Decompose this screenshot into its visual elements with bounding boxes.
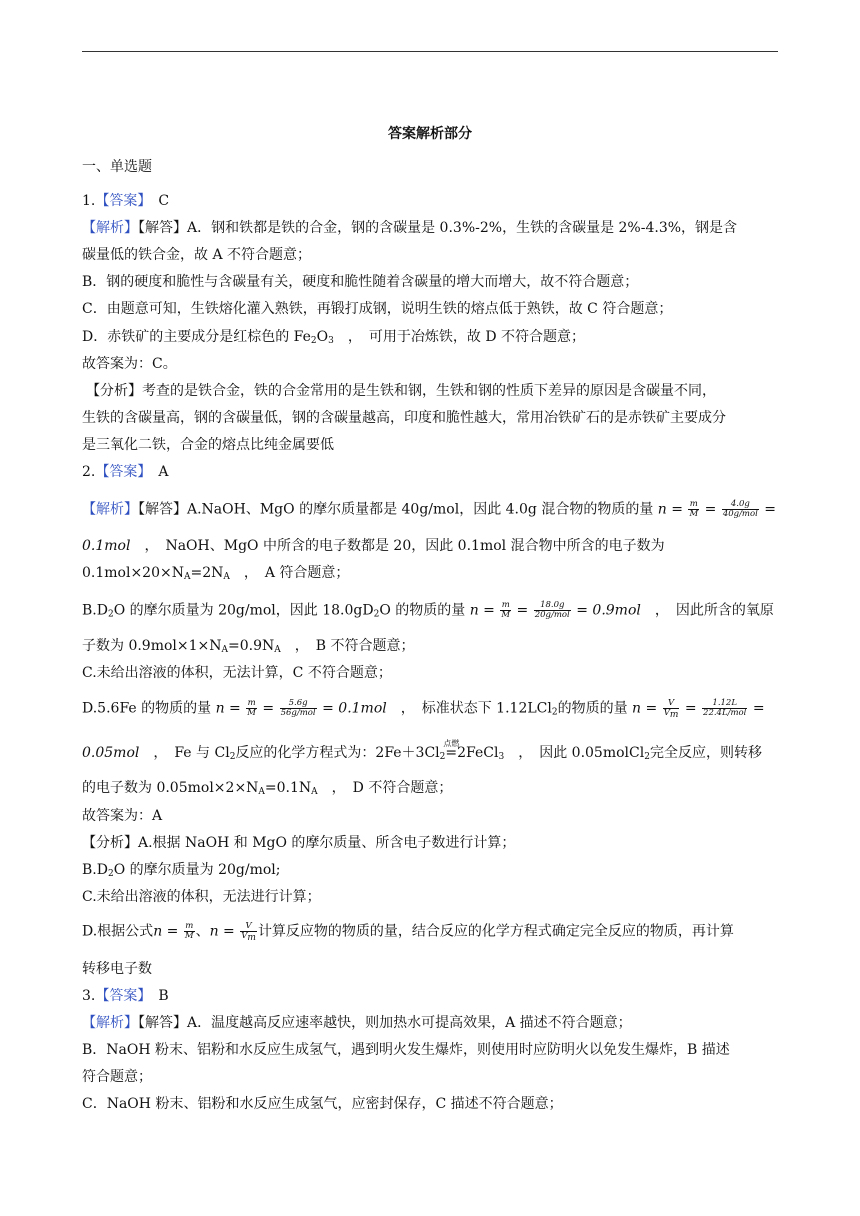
q2-line: 【解析】【解答】A.NaOH、MgO 的摩尔质量都是 40g/mol，因此 4.0g 混合物的物质的量 n = $\frac{m}{M}$ = $\frac{4.0g}{\text{40g/mol}}$ = xyxy=(82,499,777,519)
q2-analysis: D.根据公式n = $\frac{m}{M}$ 、n = $\frac{V}{V_m}$ 计算反应物的物质的量，结合反应的化学方程式确定完全反应的物质，再计算 xyxy=(82,921,734,943)
reaction-condition: 点燃 xyxy=(443,739,460,748)
q1-line: 【解析】【解答】A．钢和铁都是铁的合金，钢的含碳量是 0.3%-2%，生铁的含碳量是 2%-4.3%，钢是含 xyxy=(82,220,738,236)
q1-answer-line: 1.【答案】 C xyxy=(82,193,170,209)
q1-line: C．由题意可知，生铁熔化灌入熟铁，再锻打成钢，说明生铁的熔点低于熟铁，故 C 符合题意； xyxy=(82,301,673,317)
q2-analysis: 转移电子数 xyxy=(82,961,152,977)
section-heading: 一、单选题 xyxy=(82,159,152,175)
q1-analysis: 是三氧化二铁，合金的熔点比纯金属要低 xyxy=(82,437,334,453)
q2-line: 0.1mol ， NaOH、MgO 中所含的电子数都是 20，因此 0.1mol 混合物中所含的电子数为 xyxy=(82,538,665,554)
page-title: 答案解析部分 xyxy=(388,126,472,142)
q2-line: $B.D_2O$ 的摩尔质量为 20g/mol，因此 $18.0gD_2O$ 的物质的量 n = $\frac{m}{M}$ = $\frac{18.0g}{\text{20g/mol}}$ = 0.9mol ， 因此所含的氧原 xyxy=(82,600,774,620)
q2-line: D.5.6Fe 的物质的量 n = $\frac{m}{M}$ = $\frac{5.6g}{\text{56g/mol}}$ = 0.1mol ， 标准状态下 1.12LCl$_2$的物质的量 n = $\frac{V}{V_m}$ = $\frac{1.12L}{\text{22.4L/mol}}$ = xyxy=(82,698,765,720)
q1-analysis: 【分析】考查的是铁合金，铁的合金常用的是生铁和钢，生铁和钢的性质下差异的原因是含碳量不同， xyxy=(86,383,716,399)
q2-line: 0.05mol ， Fe 与 $Cl_2$反应的化学方程式为：$2Fe+3Cl_2$ 点燃 =2FeCl$_3$ ， 因此 0.05molCl$_2$完全反应，则转移 xyxy=(82,744,762,762)
q2-line: C.未给出溶液的体积，无法计算，C 不符合题意； xyxy=(82,665,392,681)
q1-line: 故答案为：C。 xyxy=(82,356,177,372)
q3-answer-line: 3.【答案】 B xyxy=(82,988,169,1004)
q2-analysis: C.未给出溶液的体积，无法进行计算； xyxy=(82,889,321,905)
q2-answer-line: 2.【答案】 A xyxy=(82,464,169,480)
q1-line: 碳量低的铁合金，故 A 不符合题意； xyxy=(82,247,312,263)
q1-line: D．赤铁矿的主要成分是红棕色的 $Fe_2O_3$ ， 可用于冶炼铁，故 D 不符合题意； xyxy=(82,329,585,346)
q1-analysis: 生铁的含碳量高，钢的含碳量低，钢的含碳量越高，印度和脆性越大，常用冶铁矿石的是赤铁矿主要成分 xyxy=(82,410,726,426)
q1-line: B．钢的硬度和脆性与含碳量有关，硬度和脆性随着含碳量的增大而增大，故不符合题意； xyxy=(82,274,639,290)
q2-line: 子数为 $0.9mol\times 1\times N_A=0.9N_A$ ， B 不符合题意； xyxy=(82,638,415,655)
q3-line: B．NaOH 粉末、铝粉和水反应生成氢气，遇到明火发生爆炸，则使用时应防明火以免发生爆炸，B 描述 xyxy=(82,1042,730,1058)
q2-line: 的电子数为 $0.05mol\times 2\times N_A=0.1N_A$ ， D 不符合题意； xyxy=(82,780,453,797)
q2-analysis: 【分析】A.根据 NaOH 和 MgO 的摩尔质量、所含电子数进行计算； xyxy=(82,835,516,851)
q2-line: 故答案为：A xyxy=(82,808,163,824)
q2-line: $0.1mol\times 20\times N_A=2N_A$ ， A 符合题意； xyxy=(82,565,350,582)
header-rule xyxy=(82,51,778,52)
q3-line: C．NaOH 粉末、铝粉和水反应生成氢气，应密封保存，C 描述不符合题意； xyxy=(82,1096,563,1112)
q2-analysis: $B.D_2O$ 的摩尔质量为 20g/mol; xyxy=(82,862,281,879)
q3-line: 符合题意； xyxy=(82,1069,152,1085)
q3-line: 【解析】【解答】A．温度越高反应速率越快，则加热水可提高效果，A 描述不符合题意； xyxy=(82,1015,632,1031)
